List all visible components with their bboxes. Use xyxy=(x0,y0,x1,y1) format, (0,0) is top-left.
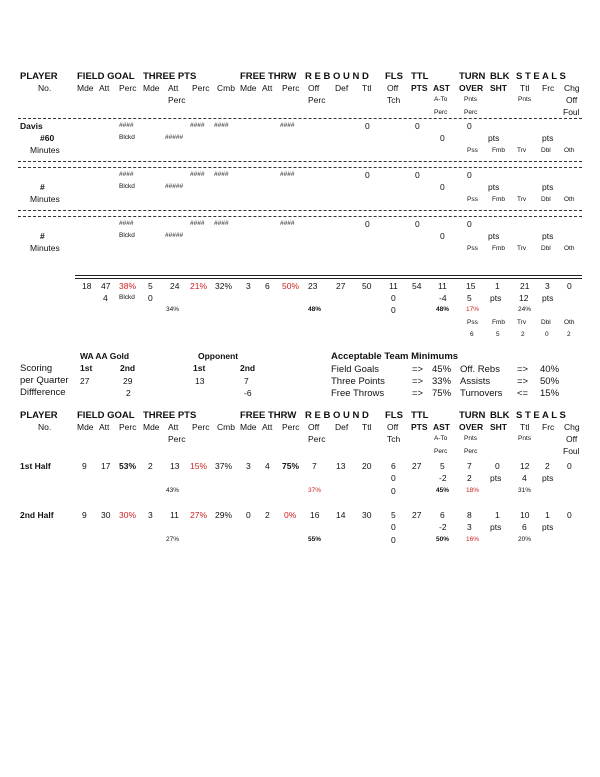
player-minutes: Minutes xyxy=(30,194,60,204)
trv-value: 2 xyxy=(521,331,525,338)
team-q2: 29 xyxy=(123,376,133,386)
header-tp-att: Att xyxy=(168,83,179,93)
totals-def: 27 xyxy=(336,281,346,291)
half-perc: 53% xyxy=(119,461,137,471)
header-att: Att xyxy=(99,83,110,93)
half-pts: 27 xyxy=(412,510,422,520)
trv-label: Trv xyxy=(517,196,527,203)
totals-st-ttl: 21 xyxy=(520,281,530,291)
divider xyxy=(18,118,582,119)
totals-ft-perc: 50% xyxy=(282,281,300,291)
player-number: # xyxy=(40,182,45,192)
totals-off-perc-row3: 48% xyxy=(308,306,322,313)
header-ttl-col: Ttl xyxy=(362,83,372,93)
over-value: 0 xyxy=(467,170,472,180)
half-over-perc-row3: 18% xyxy=(466,487,480,494)
totals-ast-perc-row3: 48% xyxy=(436,306,450,313)
header-over-perc: Perc xyxy=(464,109,478,116)
header-st-off: Off xyxy=(566,95,578,105)
dbl-label: Dbl xyxy=(541,196,551,203)
totals-pts: 54 xyxy=(412,281,422,291)
half-sht-row2: pts xyxy=(490,473,502,483)
pts-label: pts xyxy=(488,133,500,143)
header-field-goal: FIELD GOAL xyxy=(77,410,135,421)
header-pnts: Pnts xyxy=(464,96,478,103)
header-three-pts: THREE PTS xyxy=(143,410,197,421)
totals-over-perc-row3: 17% xyxy=(466,306,480,313)
half-frc-row2: pts xyxy=(542,473,554,483)
half-tp-mde: 3 xyxy=(148,510,153,520)
divider xyxy=(18,161,582,162)
min-value-2: 15% xyxy=(540,388,560,399)
totals-tp-att: 24 xyxy=(170,281,180,291)
header-pts: PTS xyxy=(411,83,428,93)
half-chg: 0 xyxy=(567,510,572,520)
half-ast-row2: -2 xyxy=(439,522,447,532)
pts-total: 0 xyxy=(415,170,420,180)
half-def: 14 xyxy=(336,510,346,520)
totals-cmb: 32% xyxy=(215,281,233,291)
min-arrow-2: => xyxy=(517,364,529,375)
header-ft-mde: Mde xyxy=(240,83,257,93)
header-def: Def xyxy=(335,422,349,432)
team-diff-q2: 2 xyxy=(126,388,131,398)
blocked-label: Blckd xyxy=(119,134,135,141)
min-arrow: => xyxy=(412,376,424,387)
pts-total: 0 xyxy=(415,121,420,131)
half-st-ttl: 12 xyxy=(520,461,530,471)
half-over-row2: 3 xyxy=(467,522,472,532)
half-fls-row2: 0 xyxy=(391,473,396,483)
player-name: Davis xyxy=(20,121,43,131)
difference-label: Diffference xyxy=(20,387,66,398)
header-ft-perc: Perc xyxy=(282,83,300,93)
half-sht-row2: pts xyxy=(490,522,502,532)
totals-frc-row2: pts xyxy=(542,293,554,303)
blocked-label: Blckd xyxy=(119,232,135,239)
min-value-2: 50% xyxy=(540,376,560,387)
header-frc: Frc xyxy=(542,422,555,432)
header-tp-mde: Mde xyxy=(143,83,160,93)
first-label: 1st xyxy=(80,363,93,373)
half-over-row2: 2 xyxy=(467,473,472,483)
header-st-off: Off xyxy=(566,434,578,444)
header-frc: Frc xyxy=(542,83,555,93)
pts-label: pts xyxy=(542,231,554,241)
half-st-row2: 4 xyxy=(522,473,527,483)
header-ttl: TTL xyxy=(411,410,429,421)
pss-label: Pss xyxy=(467,147,478,154)
dbl-label: Dbl xyxy=(541,147,551,154)
totals-tp-perc: 21% xyxy=(190,281,208,291)
team-name: WA AA Gold xyxy=(80,351,130,361)
header-ast: AST xyxy=(433,422,450,432)
fg-perc-placeholder: #### xyxy=(119,122,134,129)
fmb-label: Fmb xyxy=(492,319,505,326)
opponent-label: Opponent xyxy=(198,351,239,361)
header-ft-att: Att xyxy=(262,83,273,93)
opp-second-label: 2nd xyxy=(240,363,256,373)
half-fls: 5 xyxy=(391,510,396,520)
header-ato: A-To xyxy=(434,96,448,103)
header-fls-off: Off xyxy=(387,83,399,93)
header-no: No. xyxy=(38,422,52,432)
header-off: Off xyxy=(308,422,320,432)
min-label: Three Points xyxy=(331,376,385,387)
header-ft-mde: Mde xyxy=(240,422,257,432)
min-label-2: Turnovers xyxy=(460,388,503,399)
header-att-perc: Perc xyxy=(168,434,186,444)
half-tp-perc-row3: 43% xyxy=(166,487,180,494)
half-ft-mde: 3 xyxy=(246,461,251,471)
half-att: 30 xyxy=(101,510,111,520)
half-tp-perc-row3: 27% xyxy=(166,536,180,543)
divider xyxy=(18,167,582,168)
header-mde: Mde xyxy=(77,83,94,93)
header-player: PLAYER xyxy=(20,410,58,421)
ft-perc-placeholder: #### xyxy=(280,171,295,178)
half-def: 13 xyxy=(336,461,346,471)
header-no: No. xyxy=(38,83,52,93)
half-over: 7 xyxy=(467,461,472,471)
min-arrow-2: => xyxy=(517,376,529,387)
pss-label: Pss xyxy=(467,245,478,252)
totals-sht: 1 xyxy=(495,281,500,291)
header-tp-perc: Perc xyxy=(192,83,210,93)
header-off-perc: Perc xyxy=(308,95,326,105)
header-fls: FLS xyxy=(385,410,403,421)
half-mde: 9 xyxy=(82,510,87,520)
trv-label: Trv xyxy=(517,245,527,252)
divider xyxy=(18,216,582,217)
minimums-title: Acceptable Team Minimums xyxy=(331,351,459,362)
half-cmb: 29% xyxy=(215,510,233,520)
half-tp-att: 11 xyxy=(170,510,179,520)
pts-label: pts xyxy=(542,182,554,192)
min-value: 33% xyxy=(432,376,452,387)
trv-label: Trv xyxy=(517,147,527,154)
half-ft-att: 2 xyxy=(265,510,270,520)
header-sht: SHT xyxy=(490,422,507,432)
header-foul: Foul xyxy=(563,446,580,456)
team-q1: 27 xyxy=(80,376,90,386)
half-st-perc-row3: 31% xyxy=(518,487,532,494)
reb-total: 0 xyxy=(365,219,370,229)
half-frc-row2: pts xyxy=(542,522,554,532)
per-quarter-label: per Quarter xyxy=(20,375,69,386)
totals-rule xyxy=(75,278,582,279)
header-ttl-col: Ttl xyxy=(362,422,372,432)
header-tch: Tch xyxy=(387,95,401,105)
header-att: Att xyxy=(99,422,110,432)
header-player: PLAYER xyxy=(20,71,58,82)
totals-tp-mde: 5 xyxy=(148,281,153,291)
header-st-pnts: Pnts xyxy=(518,96,532,103)
totals-fls: 11 xyxy=(389,281,398,291)
totals-off: 23 xyxy=(308,281,318,291)
min-value-2: 40% xyxy=(540,364,560,375)
totals-mde: 18 xyxy=(82,281,92,291)
half-att: 17 xyxy=(101,461,111,471)
oth-value: 2 xyxy=(567,331,571,338)
header-def: Def xyxy=(335,83,349,93)
half-fls-row2: 0 xyxy=(391,522,396,532)
half-tp-mde: 2 xyxy=(148,461,153,471)
header-chg: Chg xyxy=(564,422,580,432)
player-minutes: Minutes xyxy=(30,145,60,155)
header-tp-mde: Mde xyxy=(143,422,160,432)
half-off-perc-row3: 37% xyxy=(308,487,322,494)
totals-over: 15 xyxy=(466,281,476,291)
tp-perc-placeholder: #### xyxy=(190,122,205,129)
header-field-goal: FIELD GOAL xyxy=(77,71,135,82)
pss-label: Pss xyxy=(467,196,478,203)
min-value: 45% xyxy=(432,364,452,375)
header-foul: Foul xyxy=(563,107,580,117)
tp-att-perc-placeholder: ##### xyxy=(165,183,184,190)
half-label: 1st Half xyxy=(20,461,51,471)
cmb-placeholder: #### xyxy=(214,220,229,227)
totals-sht-row2: pts xyxy=(490,293,502,303)
header-tp-perc: Perc xyxy=(192,422,210,432)
opp-diff-q2: -6 xyxy=(244,388,252,398)
ast-value: 0 xyxy=(440,133,445,143)
header-perc: Perc xyxy=(119,83,137,93)
player-number: #60 xyxy=(40,133,55,143)
header-three-pts: THREE PTS xyxy=(143,71,197,82)
player-minutes: Minutes xyxy=(30,243,60,253)
pss-value: 6 xyxy=(470,331,474,338)
header-cmb: Cmb xyxy=(217,83,235,93)
header-ato-perc: Perc xyxy=(434,109,448,116)
pts-label: pts xyxy=(488,231,500,241)
totals-frc: 3 xyxy=(545,281,550,291)
totals-tp-row2: 0 xyxy=(148,293,153,303)
tp-att-perc-placeholder: ##### xyxy=(165,232,184,239)
header-st-ttl: Ttl xyxy=(520,83,530,93)
pts-total: 0 xyxy=(415,219,420,229)
header-ft-att: Att xyxy=(262,422,273,432)
half-fls: 6 xyxy=(391,461,396,471)
half-ast-perc-row3: 45% xyxy=(436,487,450,494)
dbl-label: Dbl xyxy=(541,319,551,326)
half-ttl: 30 xyxy=(362,510,372,520)
half-ast: 5 xyxy=(440,461,445,471)
cmb-placeholder: #### xyxy=(214,171,229,178)
half-ast: 6 xyxy=(440,510,445,520)
half-fls-row3: 0 xyxy=(391,486,396,496)
header-pnts: Pnts xyxy=(464,435,478,442)
half-off: 7 xyxy=(312,461,317,471)
half-ast-row2: -2 xyxy=(439,473,447,483)
fmb-label: Fmb xyxy=(492,245,505,252)
totals-ast: 11 xyxy=(438,281,447,291)
header-rebound: R E B O U N D xyxy=(305,410,369,421)
half-frc: 1 xyxy=(545,510,550,520)
half-over-perc-row3: 16% xyxy=(466,536,480,543)
half-off: 16 xyxy=(310,510,320,520)
cmb-placeholder: #### xyxy=(214,122,229,129)
header-ft-perc: Perc xyxy=(282,422,300,432)
header-ato-perc: Perc xyxy=(434,448,448,455)
header-sht: SHT xyxy=(490,83,507,93)
half-cmb: 37% xyxy=(215,461,233,471)
header-ast: AST xyxy=(433,83,450,93)
half-st-row2: 6 xyxy=(522,522,527,532)
header-turn: TURN xyxy=(459,71,486,82)
header-over: OVER xyxy=(459,83,484,93)
pts-label: pts xyxy=(542,133,554,143)
oth-label: Oth xyxy=(564,319,575,326)
ast-value: 0 xyxy=(440,182,445,192)
half-ttl: 20 xyxy=(362,461,372,471)
half-sht: 1 xyxy=(495,510,500,520)
totals-fls-row3: 0 xyxy=(391,305,396,315)
oth-label: Oth xyxy=(564,196,575,203)
header-ttl: TTL xyxy=(411,71,429,82)
half-off-perc-row3: 55% xyxy=(308,536,322,543)
totals-tp-perc-row3: 34% xyxy=(166,306,180,313)
dbl-value: 0 xyxy=(545,331,549,338)
min-label-2: Off. Rebs xyxy=(460,364,500,375)
blocked-label: Blckd xyxy=(119,183,135,190)
dbl-label: Dbl xyxy=(541,245,551,252)
header-tp-att: Att xyxy=(168,422,179,432)
header-ato: A-To xyxy=(434,435,448,442)
half-ft-perc: 0% xyxy=(284,510,297,520)
tp-perc-placeholder: #### xyxy=(190,220,205,227)
over-value: 0 xyxy=(467,121,472,131)
totals-att: 47 xyxy=(101,281,111,291)
second-label: 2nd xyxy=(120,363,136,373)
header-pts: PTS xyxy=(411,422,428,432)
fmb-label: Fmb xyxy=(492,147,505,154)
totals-chg: 0 xyxy=(567,281,572,291)
pts-label: pts xyxy=(488,182,500,192)
half-pts: 27 xyxy=(412,461,422,471)
half-ast-perc-row3: 50% xyxy=(436,536,450,543)
player-number: # xyxy=(40,231,45,241)
totals-ft-att: 6 xyxy=(265,281,270,291)
half-tp-perc: 15% xyxy=(190,461,208,471)
oth-label: Oth xyxy=(564,147,575,154)
ast-value: 0 xyxy=(440,231,445,241)
header-blk: BLK xyxy=(490,71,510,82)
half-ft-att: 4 xyxy=(265,461,270,471)
totals-att-row2: 4 xyxy=(103,293,108,303)
pss-label: Pss xyxy=(467,319,478,326)
reb-total: 0 xyxy=(365,170,370,180)
trv-label: Trv xyxy=(517,319,527,326)
half-ft-mde: 0 xyxy=(246,510,251,520)
header-tch: Tch xyxy=(387,434,401,444)
half-over: 8 xyxy=(467,510,472,520)
totals-over-row2: 5 xyxy=(467,293,472,303)
fg-perc-placeholder: #### xyxy=(119,220,134,227)
header-off-perc: Perc xyxy=(308,434,326,444)
totals-ft-mde: 3 xyxy=(246,281,251,291)
header-steals: S T E A L S xyxy=(516,410,566,421)
totals-fls-row2: 0 xyxy=(391,293,396,303)
tp-att-perc-placeholder: ##### xyxy=(165,134,184,141)
half-st-perc-row3: 20% xyxy=(518,536,532,543)
header-chg: Chg xyxy=(564,83,580,93)
totals-st-perc-row3: 24% xyxy=(518,306,532,313)
half-ft-perc: 75% xyxy=(282,461,300,471)
min-label: Free Throws xyxy=(331,388,385,399)
min-label-2: Assists xyxy=(460,376,491,387)
totals-blocked: Blckd xyxy=(119,294,135,301)
header-free-throw: FREE THRW xyxy=(240,410,297,421)
header-perc: Perc xyxy=(119,422,137,432)
opp-first-label: 1st xyxy=(193,363,206,373)
half-tp-perc: 27% xyxy=(190,510,208,520)
half-chg: 0 xyxy=(567,461,572,471)
half-mde: 9 xyxy=(82,461,87,471)
header-over: OVER xyxy=(459,422,484,432)
header-over-perc: Perc xyxy=(464,448,478,455)
header-att-perc: Perc xyxy=(168,95,186,105)
header-blk: BLK xyxy=(490,410,510,421)
fg-perc-placeholder: #### xyxy=(119,171,134,178)
min-label: Field Goals xyxy=(331,364,380,375)
totals-ttl: 50 xyxy=(362,281,372,291)
totals-perc: 38% xyxy=(119,281,137,291)
header-off: Off xyxy=(308,83,320,93)
over-value: 0 xyxy=(467,219,472,229)
half-frc: 2 xyxy=(545,461,550,471)
min-arrow: => xyxy=(412,388,424,399)
half-tp-att: 13 xyxy=(170,461,180,471)
ft-perc-placeholder: #### xyxy=(280,122,295,129)
half-sht: 0 xyxy=(495,461,500,471)
header-free-throw: FREE THRW xyxy=(240,71,297,82)
header-rebound: R E B O U N D xyxy=(305,71,369,82)
opp-q1: 13 xyxy=(195,376,205,386)
min-arrow-2: <= xyxy=(517,388,529,399)
header-st-pnts: Pnts xyxy=(518,435,532,442)
min-value: 75% xyxy=(432,388,452,399)
header-fls-off: Off xyxy=(387,422,399,432)
header-fls: FLS xyxy=(385,71,403,82)
ft-perc-placeholder: #### xyxy=(280,220,295,227)
min-arrow: => xyxy=(412,364,424,375)
tp-perc-placeholder: #### xyxy=(190,171,205,178)
header-cmb: Cmb xyxy=(217,422,235,432)
totals-ast-row2: -4 xyxy=(439,293,447,303)
half-perc: 30% xyxy=(119,510,137,520)
reb-total: 0 xyxy=(365,121,370,131)
opp-q2: 7 xyxy=(244,376,249,386)
half-label: 2nd Half xyxy=(20,510,54,520)
header-st-ttl: Ttl xyxy=(520,422,530,432)
half-st-ttl: 10 xyxy=(520,510,530,520)
header-mde: Mde xyxy=(77,422,94,432)
oth-label: Oth xyxy=(564,245,575,252)
scoring-label: Scoring xyxy=(20,363,53,374)
half-fls-row3: 0 xyxy=(391,535,396,545)
fmb-value: 5 xyxy=(496,331,500,338)
divider xyxy=(18,210,582,211)
header-turn: TURN xyxy=(459,410,486,421)
header-steals: S T E A L S xyxy=(516,71,566,82)
totals-rule xyxy=(75,275,582,276)
totals-st-row2: 12 xyxy=(519,293,529,303)
fmb-label: Fmb xyxy=(492,196,505,203)
